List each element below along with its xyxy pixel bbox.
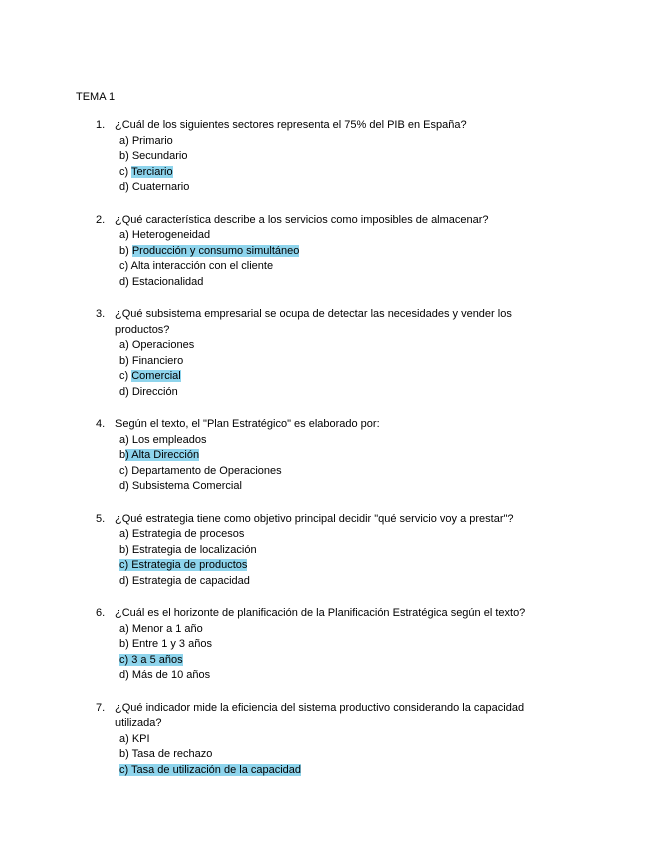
answer-options [119,732,655,779]
option-letter: d) [119,385,132,398]
answer-option [119,244,655,260]
option-letter: b [119,449,126,461]
answer-option [119,433,655,449]
option-letter: a) [119,134,132,147]
option-text: Entre 1 y 3 años [131,638,212,650]
option-text: Dirección [131,385,178,398]
option-letter: d) [119,574,132,587]
option-letter: b) [119,543,132,556]
answer-options [119,338,655,400]
answer-option [119,448,655,464]
option-letter: d) [119,669,132,681]
question-number: 2. [96,213,106,226]
option-text: Operaciones [131,339,195,351]
question-text: ¿Qué subsistema empresarial se ocupa de detectar las necesidades y vender los productos? [115,308,512,336]
answer-option [119,479,655,495]
option-text: Estrategia de localización [131,543,257,556]
answer-option [119,747,655,763]
answer-option [119,354,655,370]
option-text: KPI [131,732,150,745]
question-number: 5. [96,512,106,525]
answer-option [119,574,655,590]
answer-options [119,622,655,684]
highlighted-answer: Comercial [131,370,181,382]
option-text: Menor a 1 año [131,622,203,635]
answer-option [119,464,655,480]
option-letter: c) [119,464,132,477]
question-text: ¿Cuál es el horizonte de planificación de la Planificación Estratégica según el texto? [115,607,526,619]
question-number: 3. [96,308,106,320]
answer-option [119,622,655,638]
question-item [0,118,655,196]
option-text: Los empleados [131,433,207,446]
answer-option [119,558,655,574]
answer-option [119,668,655,684]
question-text: ¿Qué indicador mide la eficiencia del sistema productivo considerando la capacidad utilizada? [115,701,525,729]
option-text: Estrategia de capacidad [131,574,250,587]
answer-option [119,165,655,181]
question-text: ¿Cuál de los siguientes sectores representa el 75% del PIB en España? [115,119,467,131]
option-text: Subsistema Comercial [131,480,242,492]
answer-option [119,385,655,401]
answer-option [119,275,655,291]
answer-option [119,732,655,748]
option-text: Estrategia de procesos [131,528,245,540]
answer-option [119,543,655,559]
option-text: Heterogeneidad [131,229,211,241]
option-letter: b) [119,354,132,367]
highlighted-answer: ) Alta Dirección [125,449,200,461]
option-text: Primario [131,134,173,147]
answer-option [119,338,655,354]
question-item [0,307,655,400]
question-item [0,606,655,684]
document-title: TEMA 1 [76,91,116,103]
question-number: 4. [96,418,106,430]
answer-option [119,180,655,196]
question-item [0,701,655,779]
option-text: Secundario [131,150,188,162]
highlighted-answer: c) Estrategia de productos [119,559,248,571]
highlighted-answer: c) Tasa de utilización de la capacidad [119,763,302,776]
highlighted-answer: Producción y consumo simultáneo [131,244,300,257]
question-number: 7. [96,701,106,714]
answer-option [119,228,655,244]
answer-options [119,433,655,495]
answer-option [119,653,655,669]
option-letter: d) [119,181,132,193]
answer-options [119,527,655,589]
option-letter: b) [119,150,132,162]
question-text: Según el texto, el "Plan Estratégico" es elaborado por: [115,418,380,430]
question-number: 1. [96,119,106,131]
option-letter: b) [119,638,132,650]
answer-option [119,259,655,275]
option-text: Departamento de Operaciones [131,464,282,477]
question-item [0,417,655,495]
highlighted-answer: Terciario [131,165,173,178]
question-number: 6. [96,607,106,619]
option-text: Tasa de rechazo [131,748,213,760]
question-text: ¿Qué característica describe a los servicios como imposibles de almacenar? [115,213,489,226]
answer-option [119,369,655,385]
option-letter: d) [119,275,132,288]
question-text: ¿Qué estrategia tiene como objetivo principal decidir "qué servicio voy a prestar"? [115,512,514,525]
option-letter: b) [119,748,132,760]
option-letter: a) [119,229,132,241]
option-letter: a) [119,433,132,446]
option-text: Estacionalidad [131,275,204,288]
answer-option [119,637,655,653]
answer-option [119,149,655,165]
option-letter: d) [119,480,132,492]
option-letter: b) [119,244,132,257]
option-letter: a) [119,339,132,351]
option-letter: c) [119,370,132,382]
answer-option [119,763,655,779]
question-item [0,213,655,291]
option-letter: a) [119,528,132,540]
option-text: Alta interacción con el cliente [130,260,274,272]
option-letter: c) [119,260,131,272]
answer-options [119,228,655,290]
answer-options [119,134,655,196]
question-item [0,512,655,590]
option-text: Cuaternario [131,181,190,193]
question-list [0,118,655,795]
option-letter: a) [119,622,132,635]
option-text: Financiero [131,354,184,367]
option-letter: a) [119,732,132,745]
highlighted-answer: c) 3 a 5 años [119,653,183,666]
option-text: Más de 10 años [131,669,211,681]
option-letter: c) [119,165,132,178]
answer-option [119,134,655,150]
answer-option [119,527,655,543]
